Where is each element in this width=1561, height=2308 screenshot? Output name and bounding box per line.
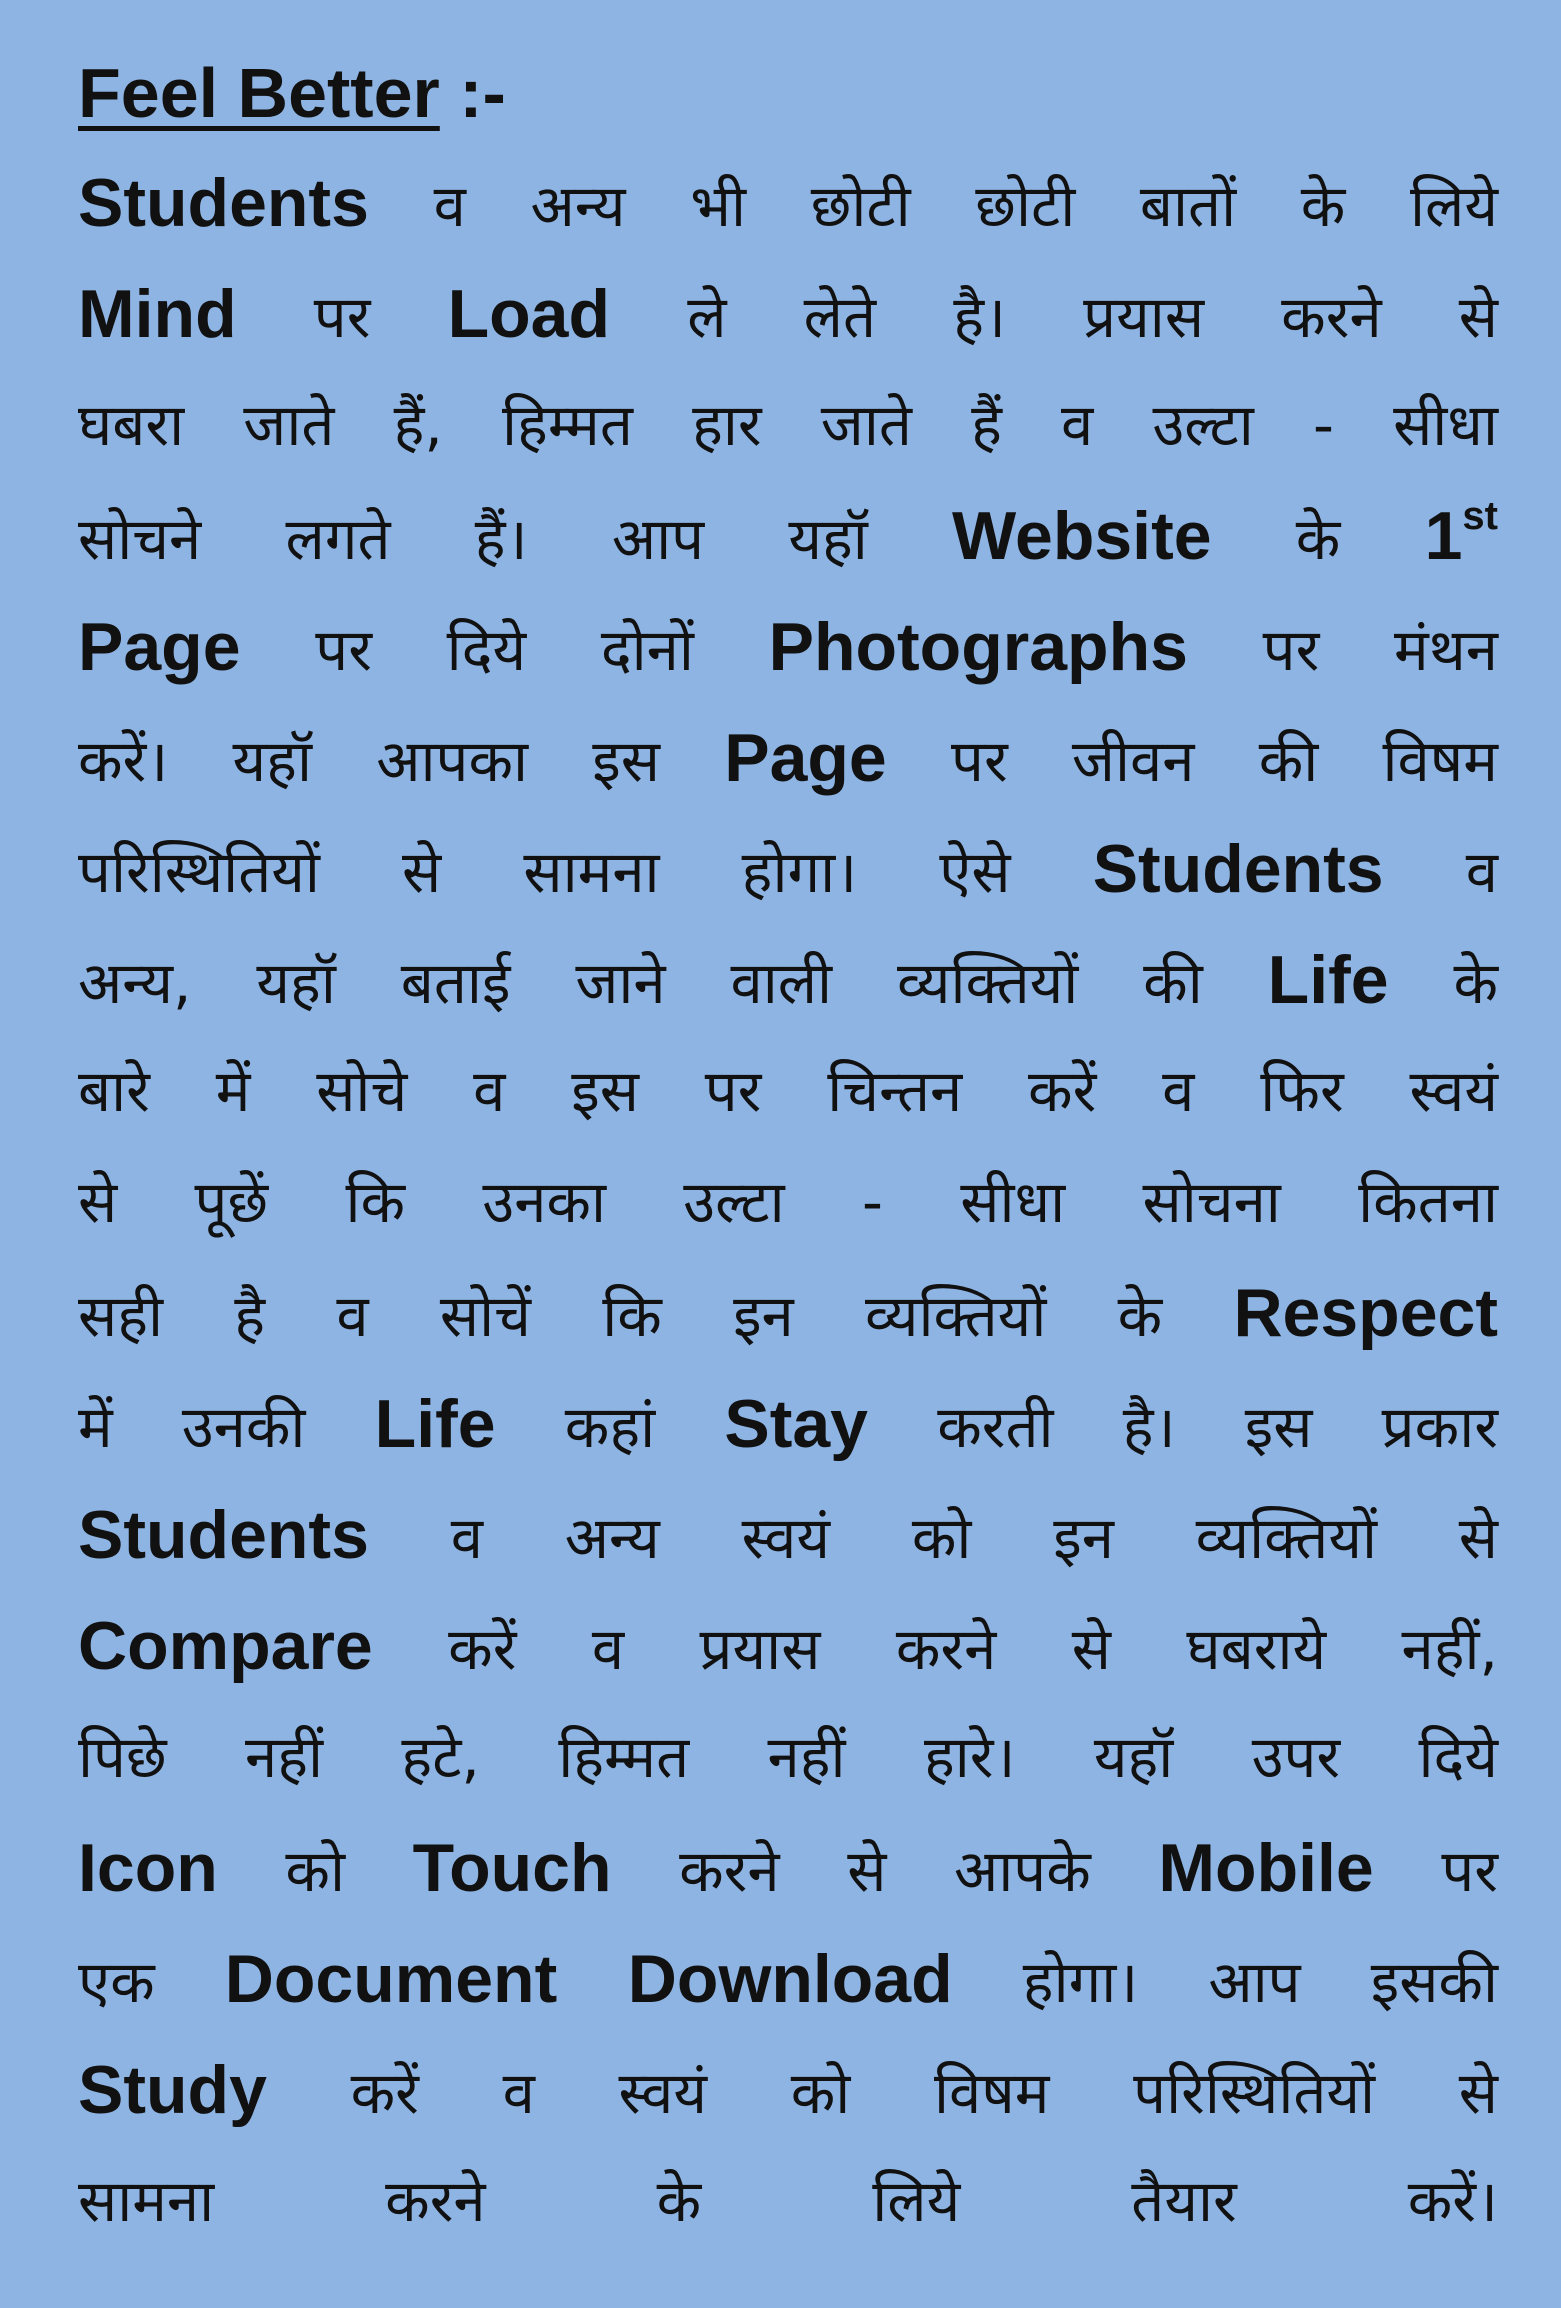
- bold-english-term: Compare: [78, 1608, 373, 1684]
- text-line: [78, 2146, 1498, 2257]
- title-suffix: :-: [439, 54, 506, 132]
- bold-english-term: Study: [78, 2052, 267, 2128]
- hindi-text: पर: [236, 283, 448, 351]
- hindi-text: सही है व सोचें कि इन व्यक्तियों के: [78, 1282, 1234, 1350]
- bold-english-term: Life: [1267, 942, 1389, 1018]
- text-line: [78, 1258, 1498, 1369]
- hindi-text: पिछे नहीं हटे, हिम्मत नहीं हारे। यहॉ उपर दिये: [78, 1723, 1498, 1791]
- hindi-text: करती है। इस प्रकार: [868, 1393, 1498, 1461]
- text-line: [78, 481, 1498, 592]
- text-line: [78, 370, 1498, 481]
- text-line: [78, 1702, 1498, 1813]
- hindi-text: व अन्य स्वयं को इन व्यक्तियों से: [368, 1504, 1498, 1572]
- bold-english-term: Photographs: [768, 609, 1188, 685]
- bold-english-term: Life: [374, 1386, 496, 1462]
- bold-english-term: Students: [78, 1497, 369, 1573]
- hindi-text: सोचने लगते हैं। आप यहॉ: [78, 505, 953, 573]
- bold-english-term: Page: [724, 720, 887, 796]
- bold-english-term: Touch: [412, 1830, 612, 1906]
- bold-english-term: Page: [78, 609, 241, 685]
- hindi-text: पर दिये दोनों: [240, 616, 769, 684]
- text-line: [78, 592, 1498, 703]
- text-line: [78, 2035, 1498, 2146]
- bold-english-term: Load: [447, 276, 611, 352]
- text-line: [78, 1147, 1498, 1258]
- hindi-text: एक: [78, 1948, 225, 2016]
- text-line: [78, 259, 1498, 370]
- hindi-text: परिस्थितियों से सामना होगा। ऐसे: [78, 838, 1093, 906]
- text-line: [78, 1369, 1498, 1480]
- bold-english-term: Students: [1092, 831, 1384, 907]
- text-line: [78, 1591, 1498, 1702]
- title-heading: Feel Better: [78, 54, 440, 132]
- hindi-text: बारे में सोचे व इस पर चिन्तन करें व फिर स्वयं: [78, 1057, 1498, 1125]
- hindi-text: अन्य, यहॉ बताई जाने वाली व्यक्तियों की: [78, 949, 1268, 1017]
- hindi-text: में उनकी: [78, 1393, 375, 1461]
- hindi-text: पर मंथन: [1187, 616, 1498, 684]
- bold-english-term: Students: [78, 165, 369, 241]
- bold-english-term: Respect: [1233, 1275, 1498, 1351]
- bold-english-term: Stay: [724, 1386, 868, 1462]
- bold-english-term: Website: [952, 498, 1212, 574]
- text-line: [78, 148, 1498, 259]
- hindi-text: के: [1388, 949, 1499, 1017]
- hindi-text: करें व प्रयास करने से घबराये नहीं,: [372, 1615, 1498, 1683]
- hindi-text: करें व स्वयं को विषम परिस्थितियों से: [266, 2059, 1498, 2127]
- text-line: [78, 814, 1498, 925]
- bold-english-term: Icon: [78, 1830, 218, 1906]
- hindi-text: के: [1211, 505, 1425, 573]
- hindi-text: करें। यहॉ आपका इस: [78, 727, 725, 795]
- hindi-text: से पूछें कि उनका उल्टा - सीधा सोचना कितना: [78, 1168, 1498, 1236]
- hindi-text: होगा। आप इसकी: [952, 1948, 1498, 2016]
- hindi-text: घबरा जाते हैं, हिम्मत हार जाते हैं व उल्टा - सीधा: [78, 391, 1498, 459]
- superscript-text: st: [1462, 494, 1498, 538]
- bold-english-term: 1: [1424, 498, 1463, 574]
- body-paragraph: [78, 148, 1531, 2257]
- hindi-text: को: [217, 1837, 413, 1905]
- text-line: [78, 1924, 1498, 2035]
- bold-english-term: Mind: [78, 276, 237, 352]
- hindi-text: सामना करने के लिये तैयार करें।: [78, 2167, 1498, 2235]
- text-line: [78, 703, 1498, 814]
- text-line: [78, 1813, 1498, 1924]
- hindi-text: पर: [1373, 1837, 1498, 1905]
- hindi-text: व: [1383, 838, 1498, 906]
- text-line: [78, 1036, 1498, 1147]
- hindi-text: पर जीवन की विषम: [886, 727, 1498, 795]
- bold-english-term: Document Download: [224, 1941, 953, 2017]
- hindi-text: व अन्य भी छोटी छोटी बातों के लिये: [368, 172, 1498, 240]
- text-line: [78, 925, 1498, 1036]
- hindi-text: करने से आपके: [611, 1837, 1159, 1905]
- bold-english-term: Mobile: [1158, 1830, 1374, 1906]
- text-line: [78, 1480, 1498, 1591]
- page-title: [78, 38, 1531, 148]
- hindi-text: ले लेते है। प्रयास करने से: [610, 283, 1498, 351]
- hindi-text: कहां: [495, 1393, 725, 1461]
